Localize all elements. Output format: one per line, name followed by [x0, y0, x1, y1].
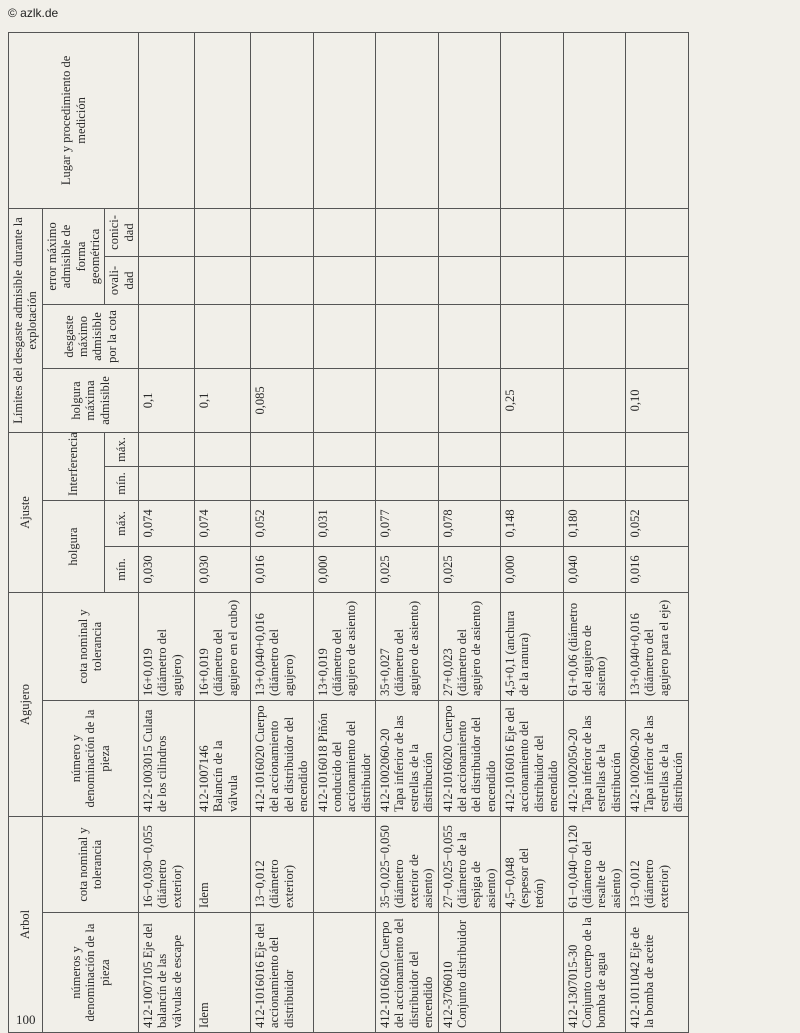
table-row	[563, 32, 626, 1032]
rotated-table-frame	[8, 33, 798, 1033]
cell-empty	[139, 432, 195, 466]
cell-empty	[195, 32, 251, 208]
cell-empty	[626, 432, 689, 466]
cell-empty	[563, 208, 626, 256]
cell-arbol-cota: 4,5−0,048 (espesor del tetón)	[501, 816, 564, 912]
cell-agujero-cota: 13+0,040+0,016 (diámetro del agujero para el eje)	[626, 592, 689, 700]
cell-agujero-cota: 27+0,023 (diámetro del agujero de asiento)	[438, 592, 501, 700]
cell-empty	[195, 208, 251, 256]
cell-empty	[251, 256, 314, 304]
header-agujero: Agujero	[9, 592, 43, 816]
cell-agujero-pieza: 412-1016020 Cuerpo del accionamiento del distribuidor del encendido	[251, 700, 314, 816]
cell-arbol-cota: 13−0,012 (diámetro exterior)	[251, 816, 314, 912]
cell-empty	[195, 304, 251, 368]
cell-empty	[195, 256, 251, 304]
cell-arbol-pieza: 412-1011042 Eje de la bomba de aceite	[626, 913, 689, 1033]
cell-agujero-pieza: 412-1007146 Balancín de la válvula	[195, 700, 251, 816]
cell-empty	[501, 466, 564, 500]
header-error-max: error máximo admisible de forma geométrica	[42, 208, 105, 304]
cell-arbol-pieza: 412-1016020 Cuerpo del accionamiento del distribuidor del encendido	[376, 913, 439, 1033]
cell-empty	[195, 466, 251, 500]
cell-empty	[626, 256, 689, 304]
page-number: 100	[16, 1012, 36, 1027]
cell-agujero-cota: 13+0,019 (diámetro del agujero de asiento)	[313, 592, 376, 700]
cell-hmin: 0,025	[438, 546, 501, 592]
cell-empty	[139, 208, 195, 256]
cell-empty	[563, 32, 626, 208]
header-conicidad: conici- dad	[105, 208, 139, 256]
cell-hmin: 0,025	[376, 546, 439, 592]
cell-empty	[501, 208, 564, 256]
cell-hmax: 0,074	[139, 500, 195, 546]
cell-empty	[251, 432, 314, 466]
cell-empty	[438, 304, 501, 368]
cell-empty	[376, 208, 439, 256]
header-interf-min: mín.	[105, 466, 139, 500]
cell-hmax: 0,078	[438, 500, 501, 546]
cell-agujero-cota: 61+0,06 (diámetro del agujero de asiento)	[563, 592, 626, 700]
cell-hmin: 0,040	[563, 546, 626, 592]
header-arbol-pieza: números y denominación de la pieza	[42, 913, 138, 1033]
header-agujero-cota: cota nominal y tolerancia	[42, 592, 138, 700]
cell-hmax: 0,052	[626, 500, 689, 546]
header-desgaste-max: desgaste máximo admisible por la cota	[42, 304, 138, 368]
cell-hmax: 0,180	[563, 500, 626, 546]
cell-empty	[438, 466, 501, 500]
cell-empty	[195, 432, 251, 466]
cell-holgura-adm: 0,085	[251, 368, 314, 432]
cell-empty	[626, 304, 689, 368]
cell-hmax: 0,077	[376, 500, 439, 546]
cell-empty	[139, 256, 195, 304]
cell-empty	[626, 466, 689, 500]
cell-empty	[438, 208, 501, 256]
cell-agujero-pieza: 412-1002060-20 Tapa inferior de las estrellas de la distribución	[376, 700, 439, 816]
header-ajuste: Ajuste	[9, 432, 43, 592]
cell-hmin: 0,000	[501, 546, 564, 592]
cell-empty	[563, 256, 626, 304]
cell-arbol-cota: 13−0,012 (diámetro exterior)	[626, 816, 689, 912]
table-row	[195, 32, 251, 1032]
cell-hmax: 0,148	[501, 500, 564, 546]
cell-empty	[313, 304, 376, 368]
cell-agujero-cota: 16+0,019 (diámetro del agujero)	[139, 592, 195, 700]
cell-agujero-pieza: 412-1016016 Eje del accionamiento del distribuidor del encendido	[501, 700, 564, 816]
cell-empty	[313, 466, 376, 500]
table-row	[438, 32, 501, 1032]
cell-arbol-cota: 61−0,040−0,120 (diámetro del resalte de asiento)	[563, 816, 626, 912]
cell-empty	[251, 304, 314, 368]
cell-arbol-pieza: 412-1307015-30 Conjunto cuerpo de la bomba de agua	[563, 913, 626, 1033]
header-interferencia: Interferencia	[42, 432, 105, 500]
cell-arbol-pieza	[501, 913, 564, 1033]
cell-hmin: 0,030	[195, 546, 251, 592]
cell-empty	[438, 432, 501, 466]
cell-empty	[563, 432, 626, 466]
cell-arbol-pieza: Idem	[195, 913, 251, 1033]
cell-hmin: 0,016	[251, 546, 314, 592]
cell-hmin: 0,016	[626, 546, 689, 592]
cell-arbol-cota: 27−0,025−0,055 (diámetro de la espiga de asiento)	[438, 816, 501, 912]
cell-empty	[251, 466, 314, 500]
cell-holgura-adm	[376, 368, 439, 432]
watermark: © azlk.de	[8, 6, 59, 20]
cell-empty	[376, 466, 439, 500]
cell-arbol-pieza: 412-3706010 Conjunto distribuidor	[438, 913, 501, 1033]
table-body	[139, 32, 689, 1032]
wear-limits-table	[8, 32, 689, 1033]
cell-empty	[438, 256, 501, 304]
cell-agujero-pieza: 412-1002050-20 Tapa inferior de las estrellas de la distribución	[563, 700, 626, 816]
header-arbol-cota: cota nominal y tolerancia	[42, 816, 138, 912]
cell-agujero-pieza: 412-1016018 Piñón conducido del accionamiento del distribuidor	[313, 700, 376, 816]
cell-empty	[139, 32, 195, 208]
cell-empty	[376, 256, 439, 304]
cell-empty	[501, 432, 564, 466]
cell-arbol-cota: Idem	[195, 816, 251, 912]
cell-empty	[438, 32, 501, 208]
cell-holgura-adm	[438, 368, 501, 432]
cell-empty	[139, 304, 195, 368]
cell-hmax: 0,074	[195, 500, 251, 546]
cell-empty	[563, 304, 626, 368]
header-ovalidad: ovali- dad	[105, 256, 139, 304]
cell-hmin: 0,030	[139, 546, 195, 592]
cell-empty	[501, 304, 564, 368]
cell-empty	[501, 32, 564, 208]
cell-arbol-pieza	[313, 913, 376, 1033]
cell-agujero-pieza: 412-1002060-20 Tapa inferior de las estrellas de la distribución	[626, 700, 689, 816]
cell-empty	[376, 32, 439, 208]
table-row	[376, 32, 439, 1032]
cell-holgura-adm	[313, 368, 376, 432]
cell-arbol-cota	[313, 816, 376, 912]
cell-agujero-pieza: 412-1003015 Culata de los cilindros	[139, 700, 195, 816]
header-interf-max: máx.	[105, 432, 139, 466]
header-limites: Límites del desgaste admisible durante la explotación	[9, 208, 43, 432]
cell-agujero-cota: 4,5+0,1 (anchura de la ranura)	[501, 592, 564, 700]
cell-empty	[563, 466, 626, 500]
table-row	[251, 32, 314, 1032]
header-holgura-max: holgura máxima admisible	[42, 368, 138, 432]
cell-empty	[313, 208, 376, 256]
cell-holgura-adm: 0,10	[626, 368, 689, 432]
table-row	[139, 32, 195, 1032]
cell-arbol-pieza: 412-1016016 Eje del accionamiento del distribuidor	[251, 913, 314, 1033]
cell-empty	[313, 32, 376, 208]
cell-arbol-cota: 16−0,030−0,055 (diámetro exterior)	[139, 816, 195, 912]
cell-empty	[376, 304, 439, 368]
table-row	[501, 32, 564, 1032]
header-lugar: Lugar y procedimiento de medición	[9, 32, 139, 208]
cell-arbol-pieza: 412-1007105 Eje del balancín de las válvulas de escape	[139, 913, 195, 1033]
header-arbol: Arbol	[9, 816, 43, 1032]
cell-holgura-adm	[563, 368, 626, 432]
cell-holgura-adm: 0,25	[501, 368, 564, 432]
cell-agujero-cota: 35+0,027 (diámetro del agujero de asiento)	[376, 592, 439, 700]
table-row	[626, 32, 689, 1032]
cell-empty	[313, 432, 376, 466]
cell-empty	[313, 256, 376, 304]
cell-empty	[251, 32, 314, 208]
cell-hmin: 0,000	[313, 546, 376, 592]
cell-holgura-adm: 0,1	[139, 368, 195, 432]
header-holgura-max-col: máx.	[105, 500, 139, 546]
cell-empty	[626, 208, 689, 256]
cell-hmax: 0,031	[313, 500, 376, 546]
header-holgura: holgura	[42, 500, 105, 592]
cell-hmax: 0,052	[251, 500, 314, 546]
cell-agujero-pieza: 412-1016020 Cuerpo del accionamiento del distribuidor del encendido	[438, 700, 501, 816]
header-holgura-min: mín.	[105, 546, 139, 592]
cell-empty	[501, 256, 564, 304]
cell-arbol-cota: 35−0,025−0,050 (diámetro exterior de asiento)	[376, 816, 439, 912]
header-agujero-pieza: número y denominación de la pieza	[42, 700, 138, 816]
table-row	[313, 32, 376, 1032]
cell-empty	[251, 208, 314, 256]
cell-holgura-adm: 0,1	[195, 368, 251, 432]
cell-agujero-cota: 13+0,040+0,016 (diámetro del agujero)	[251, 592, 314, 700]
cell-empty	[376, 432, 439, 466]
cell-empty	[139, 466, 195, 500]
cell-empty	[626, 32, 689, 208]
cell-agujero-cota: 16+0,019 (diámetro del agujero en el cubo)	[195, 592, 251, 700]
